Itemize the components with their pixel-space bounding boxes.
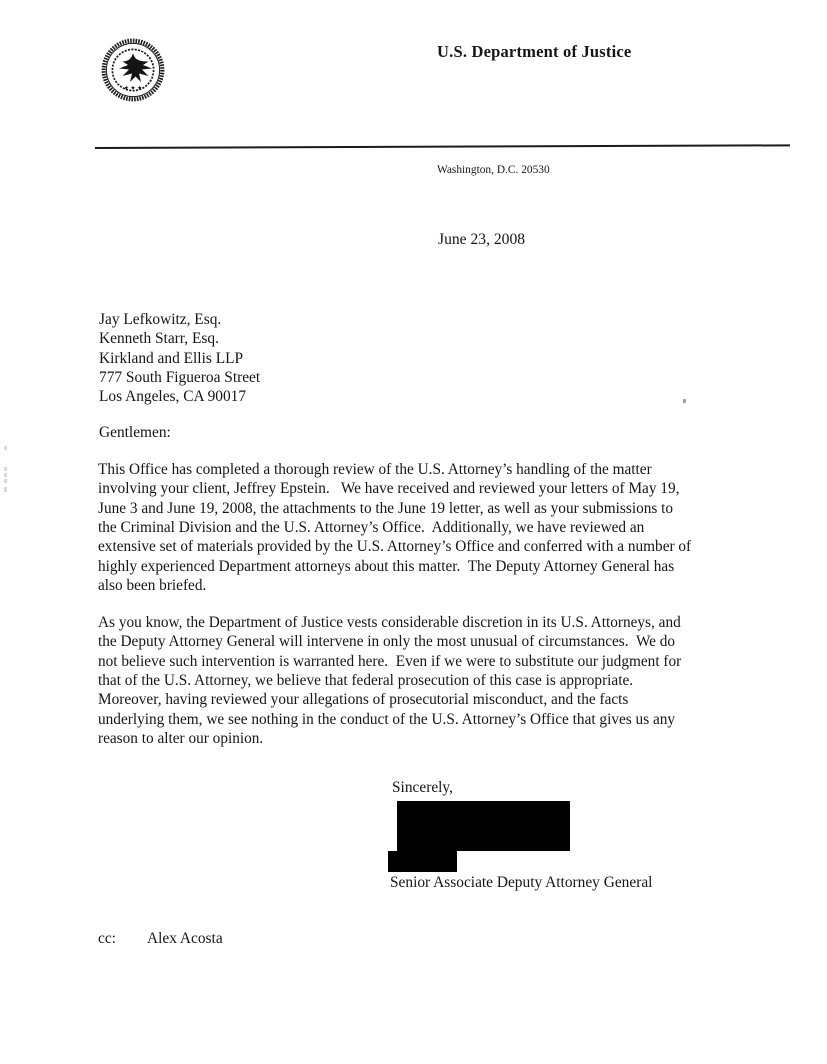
text-line: extensive set of materials provided by the U.S. Attorney’s Office and conferred with a number of [98,538,692,556]
text-line: Moreover, having reviewed your allegations of prosecutorial misconduct, and the facts [98,691,629,709]
text-line: reason to alter our opinion. [98,730,264,748]
cc-line [98,930,223,948]
letter-date: June 23, 2008 [438,231,526,248]
signer-title: Senior Associate Deputy Attorney General [390,874,653,891]
text-line: involving your client, Jeffrey Epstein. We have received and reviewed your letters of May 19, [98,480,680,498]
agency-name: U.S. Department of Justice [437,42,632,61]
closing-sincerely: Sincerely, [392,779,453,796]
office-location: Washington, D.C. 20530 [437,164,550,176]
text-line: that of the U.S. Attorney, we believe that federal prosecution of this case is appropriate. [98,672,634,690]
text-line: 777 South Figueroa Street [99,368,261,386]
signature-redaction-small [388,851,457,872]
doj-seal-icon [101,38,165,102]
scan-artifact-mark [4,467,7,471]
signature-redaction-large [397,801,570,851]
salutation: Gentlemen: [99,424,171,441]
svg-text:★ ★ ★: ★ ★ ★ [123,85,143,92]
body-paragraph-1 [98,460,691,595]
header-rule [95,144,790,149]
text-line: Los Angeles, CA 90017 [99,388,247,406]
text-line: not believe such intervention is warranted here. Even if we were to substitute our judgment for [98,652,682,670]
text-line: the Deputy Attorney General will intervene in only the most unusual of circumstances. We do [98,633,676,651]
text-line: highly experienced Department attorneys about this matter. The Deputy Attorney General has [98,557,675,575]
scan-artifact-dot [683,399,686,403]
text-line: As you know, the Department of Justice vests considerable discretion in its U.S. Attorneys, and [98,614,681,631]
text-line: Kirkland and Ellis LLP [99,349,244,367]
text-line: the Criminal Division and the U.S. Attorney’s Office. Additionally, we have reviewed an [98,519,645,537]
text-line: also been briefed. [98,577,207,595]
body-paragraph-2 [98,613,681,748]
scan-artifact-mark [4,479,7,483]
text-line: Kenneth Starr, Esq. [99,330,219,348]
text-line: This Office has completed a thorough review of the U.S. Attorney’s handling of the matter [98,461,652,478]
recipient-address [99,310,260,406]
text-line: underlying them, we see nothing in the conduct of the U.S. Attorney’s Office that gives us any [98,710,676,728]
cc-name: Alex Acosta [147,930,223,947]
scan-artifact-mark [4,473,7,477]
scan-artifact-mark [4,487,7,492]
text-line: June 3 and June 19, 2008, the attachments to the June 19 letter, as well as your submissions to [98,499,674,517]
cc-label: cc: [98,930,116,947]
text-line: Jay Lefkowitz, Esq. [99,311,222,328]
scan-artifact-mark [4,446,7,450]
